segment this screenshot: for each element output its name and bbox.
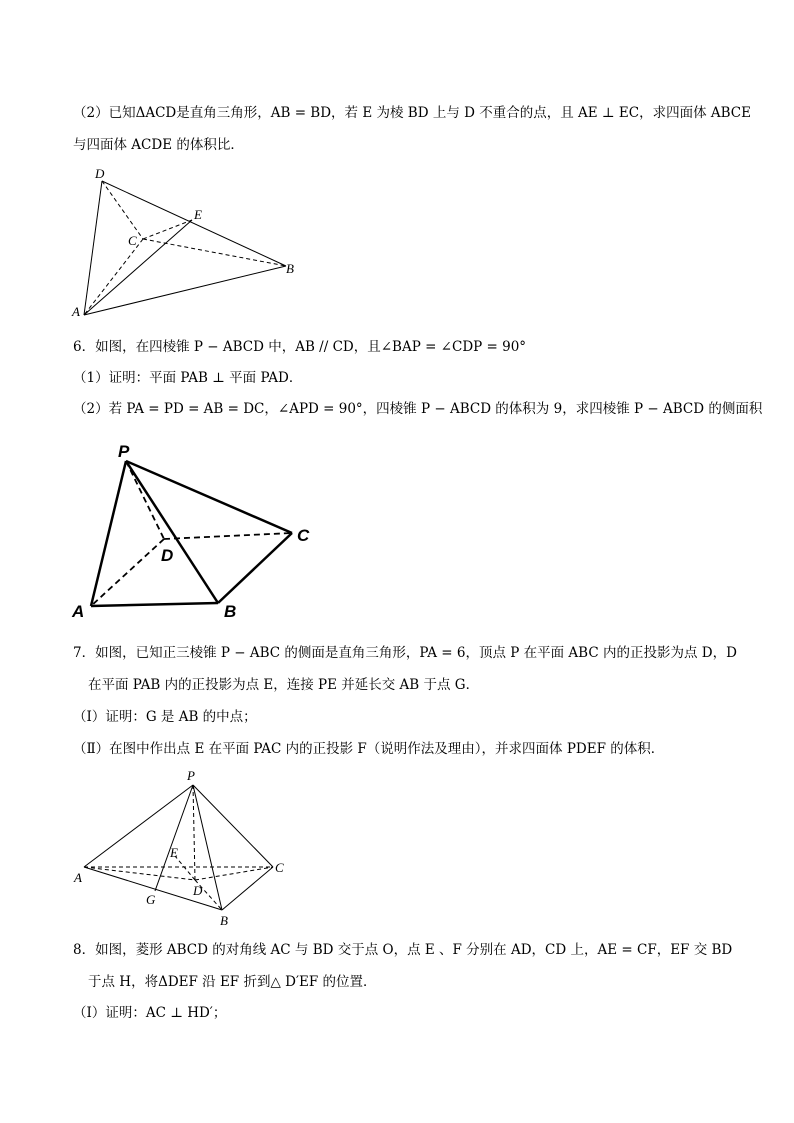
q6-part2: （2）若 PA = PD = AB = DC，∠APD = 90°，四棱锥 P − ABCD 的体积为 9，求四棱锥 P − ABCD 的侧面积 [73,401,763,417]
q5-label-C: C [128,233,137,248]
q8-stem-line1: 8．如图，菱形 ABCD 的对角线 AC 与 BD 交于点 O，点 E 、F 分别在 AD，CD 上，AE = CF，EF 交 BD [73,942,733,958]
q5-label-E: E [194,207,202,222]
q5-part2-line1: （2）已知ΔACD是直角三角形，AB = BD，若 E 为棱 BD 上与 D 不重合的点，且 AE ⊥ EC，求四面体 ABCE [73,105,751,121]
q5-label-B: B [286,261,294,276]
q7-part1: （Ⅰ）证明：G 是 AB 的中点； [73,709,257,725]
q6-label-C: C [297,526,310,545]
q7-label-C: C [275,860,284,875]
q7-stem-line2: 在平面 PAB 内的正投影为点 E，连接 PE 并延长交 AB 于点 G． [88,677,480,693]
q7-label-B: B [220,913,228,928]
q7-part2: （Ⅱ）在图中作出点 E 在平面 PAC 内的正投影 F（说明作法及理由），并求四面体 PDEF 的体积． [73,741,665,757]
q7-label-G: G [146,892,156,907]
q6-part1: （1）证明：平面 PAB ⊥ 平面 PAD． [73,370,303,386]
q5-part2-line2: 与四面体 ACDE 的体积比． [73,137,244,153]
q6-stem: 6．如图，在四棱锥 P − ABCD 中，AB // CD，且∠BAP = ∠CDP = 90° [73,339,527,355]
q8-stem-line2: 于点 H，将ΔDEF 沿 EF 折到△ D′EF 的位置． [88,974,377,990]
q6-label-P: P [118,442,130,461]
q7-label-P: P [187,768,195,783]
q7-label-D: D [193,883,203,898]
q7-label-A: A [74,870,82,885]
q8-part1: （Ⅰ）证明：AC ⊥ HD′； [73,1005,227,1021]
q6-pyramid-figure [66,437,326,622]
q5-tetrahedron-figure [70,163,310,318]
q6-label-B: B [224,602,237,621]
q6-label-A: A [72,602,85,621]
q7-stem-line1: 7．如图，已知正三棱锥 P − ABC 的侧面是直角三角形，PA = 6，顶点 P 在平面 ABC 内的正投影为点 D，D [73,645,737,661]
q5-label-A: A [72,304,80,318]
q7-pyramid-figure [72,768,302,928]
q5-label-D: D [95,166,105,181]
q7-label-E: E [170,845,178,860]
q6-label-D: D [161,546,174,565]
